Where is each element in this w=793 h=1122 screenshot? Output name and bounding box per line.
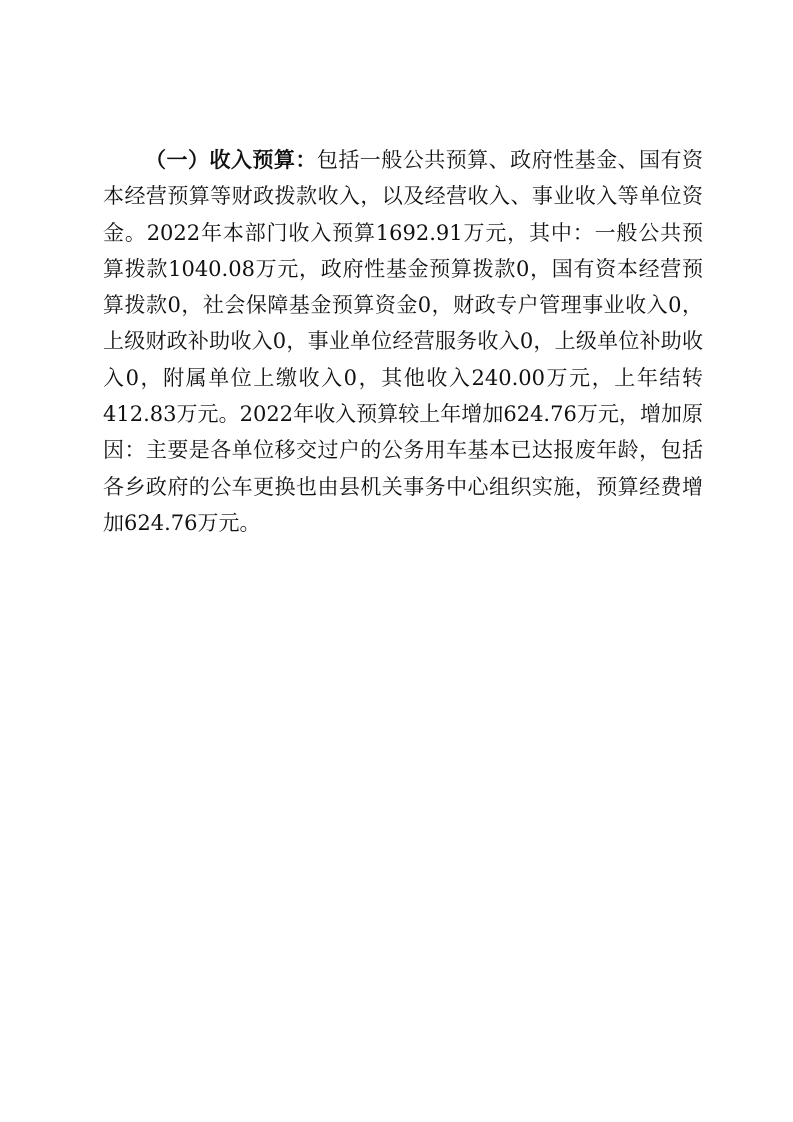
revenue-budget-paragraph [103, 142, 703, 541]
section-body: 包括一般公共预算、政府性基金、国有资本经营预算等财政拨款收入，以及经营收入、事业收入等单位资金。2022年本部门收入预算1692.91万元，其中：一般公共预算拨款1040.08万元，政府性基金预算拨款0，国有资本经营预算拨款0，社会保障基金预算资金0，财政专户管理事业收入0，上级财政补助收入0，事业单位经营服务收入0，上级单位补助收入0，附属单位上缴收入0，其他收入240.00万元，上年结转412.83万元。2022年收入预算较上年增加624.76万元，增加原因：主要是各单位移交过户的公务用车基本已达报废年龄，包括各乡政府的公车更换也由县机关事务中心组织实施，预算经费增加624.76万元。 [103, 148, 704, 535]
section-heading: （一）收入预算： [145, 148, 317, 172]
